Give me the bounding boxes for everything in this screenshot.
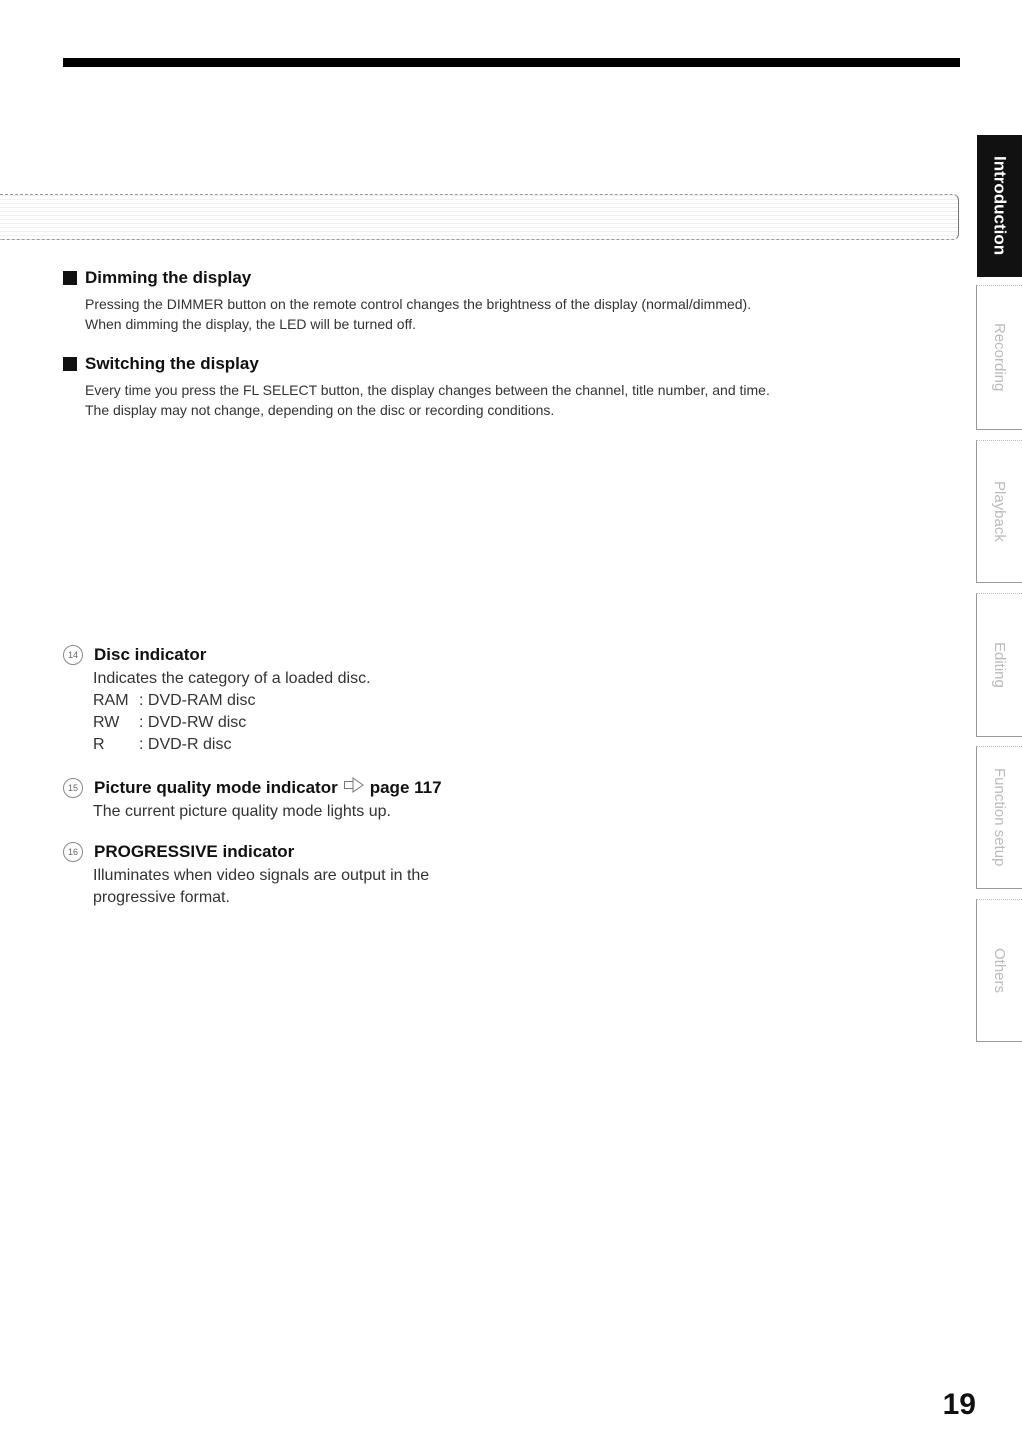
disc-row (93, 712, 371, 734)
item-progressive (63, 842, 429, 909)
item-line: The current picture quality mode lights up. (93, 803, 391, 820)
item-intro: Indicates the category of a loaded disc. (93, 670, 371, 687)
item-number-icon: 14 (63, 645, 83, 665)
item-heading: PROGRESSIVE indicator (94, 842, 295, 861)
tab-introduction[interactable] (977, 135, 1022, 277)
item-picture-quality (63, 777, 442, 823)
section-line: Pressing the DIMMER button on the remote control changes the brightness of the display (normal/dimmed). (85, 296, 752, 312)
item-line: Illuminates when video signals are output in the (93, 867, 430, 884)
section-line: When dimming the display, the LED will be turned off. (85, 316, 416, 332)
disc-code: RW (93, 714, 120, 731)
square-bullet-icon (63, 271, 77, 285)
section-heading: Switching the display (85, 354, 259, 373)
disc-row (93, 734, 371, 756)
item-heading: Picture quality mode indicator (94, 777, 338, 797)
square-bullet-icon (63, 357, 77, 371)
tab-function-setup[interactable] (976, 746, 1022, 889)
item-heading: Disc indicator (94, 645, 207, 664)
tab-editing[interactable] (976, 593, 1022, 737)
tab-label: Playback (991, 481, 1008, 542)
item-number-icon: 15 (63, 778, 83, 798)
tab-label: Editing (991, 642, 1008, 688)
item-number-icon: 16 (63, 842, 83, 862)
tab-label: Introduction (990, 156, 1010, 256)
section-dimming (63, 268, 751, 334)
disc-code: RAM (93, 692, 129, 709)
disc-code: R (93, 736, 105, 753)
page-ref-link[interactable]: page 117 (369, 777, 442, 797)
top-rule (63, 58, 960, 67)
disc-desc: : DVD-RAM disc (139, 692, 256, 709)
disc-desc: : DVD-R disc (139, 736, 232, 753)
tab-playback[interactable] (976, 440, 1022, 583)
tab-others[interactable] (976, 899, 1022, 1042)
page-number: 19 (942, 1388, 976, 1421)
section-heading: Dimming the display (85, 268, 252, 287)
tab-label: Function setup (991, 768, 1008, 867)
section-switching (63, 354, 770, 420)
tab-recording[interactable] (976, 285, 1022, 430)
header-band (0, 194, 959, 240)
item-disc-indicator (63, 645, 371, 756)
section-line: The display may not change, depending on the disc or recording conditions. (85, 402, 555, 418)
section-line: Every time you press the FL SELECT button, the display changes between the channel, title number, and time. (85, 382, 770, 398)
disc-row (93, 690, 371, 712)
arrow-ref-icon (344, 777, 364, 798)
item-line: progressive format. (93, 889, 230, 906)
tab-label: Recording (991, 323, 1008, 392)
tab-label: Others (991, 947, 1008, 993)
disc-desc: : DVD-RW disc (139, 714, 247, 731)
